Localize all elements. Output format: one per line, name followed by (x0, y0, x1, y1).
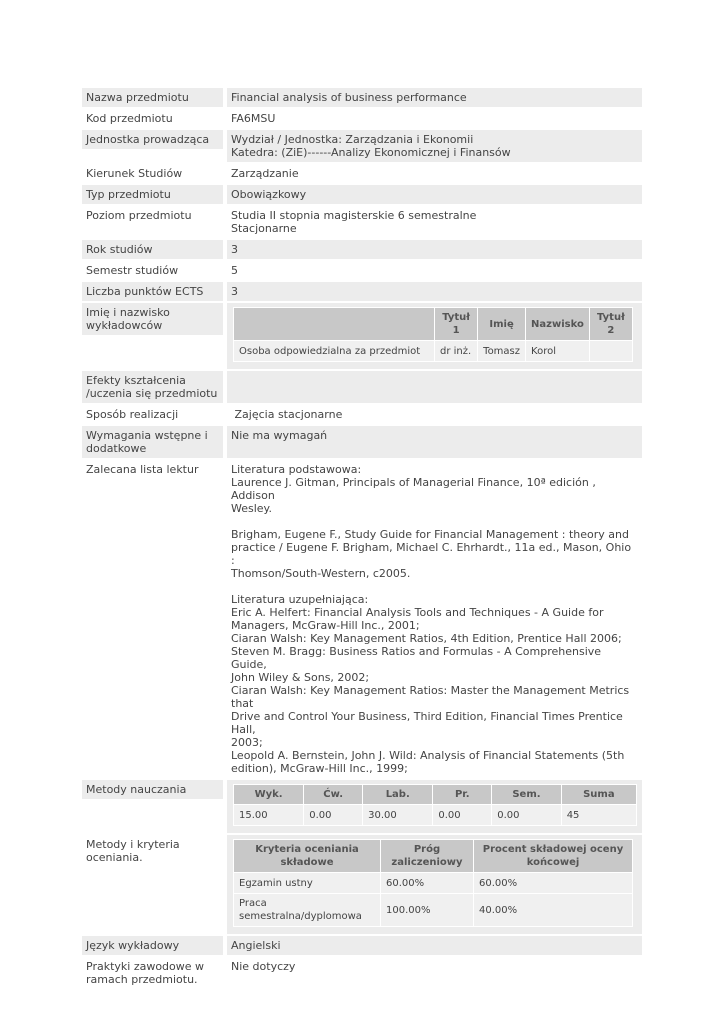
lecturers-header-row (234, 308, 633, 341)
row-literature (82, 460, 642, 778)
info-label-line: Typ przedmiotu (86, 188, 171, 201)
literature-line: Ciaran Walsh: Key Management Ratios, 4th Edition, Prentice Hall 2006; (231, 632, 622, 645)
assessment-cell: 60.00% (474, 873, 633, 894)
info-label (82, 88, 223, 107)
methods-cell: 30.00 (363, 805, 433, 826)
assessment-header-row (234, 840, 633, 873)
lecturers-label (82, 303, 223, 335)
practice-label-line: Praktyki zawodowe w (86, 960, 205, 973)
literature-line (231, 580, 638, 593)
literature-line: Eric A. Helfert: Financial Analysis Tools and Techniques - A Guide for (231, 606, 604, 619)
literature-line: Ciaran Walsh: Key Management Ratios: Master the Management Metrics that (231, 684, 633, 710)
methods-cell: 45 (561, 805, 636, 826)
literature-line: Brigham, Eugene F., Study Guide for Financial Management : theory and (231, 528, 629, 541)
info-label-line: Kod przedmiotu (86, 112, 173, 125)
info-label (82, 282, 223, 301)
row-lecturers (82, 303, 642, 369)
info-row (82, 261, 642, 280)
info-label-line: Liczba punktów ECTS (86, 285, 204, 298)
info-label (82, 164, 223, 183)
lecturers-cell: Tomasz (478, 341, 526, 362)
info-row (82, 130, 642, 162)
assessment-label-line: Metody i kryteria (86, 838, 180, 851)
info-value (227, 185, 642, 204)
info-value-line: FA6MSU (231, 112, 276, 125)
lecturers-cell: dr inż. (435, 341, 478, 362)
info-label (82, 240, 223, 259)
practice-value: Nie dotyczy (231, 960, 296, 973)
requirements-label-line: Wymagania wstępne i (86, 429, 208, 442)
row-realization (82, 405, 642, 424)
row-effects (82, 371, 642, 403)
methods-header: Lab. (363, 785, 433, 805)
info-value-line: 5 (231, 264, 238, 277)
info-row (82, 240, 642, 259)
lecturers-header: Imię (478, 308, 526, 341)
assessment-cell: Egzamin ustny (234, 873, 381, 894)
methods-label: Metody nauczania (82, 780, 223, 799)
info-label (82, 130, 223, 149)
info-row (82, 185, 642, 204)
literature-line: Wesley. (231, 502, 272, 515)
lecturers-table (233, 307, 633, 362)
row-requirements (82, 426, 642, 458)
literature-label: Zalecana lista lektur (86, 463, 199, 476)
info-value-line: Katedra: (ZiE)------Analizy Ekonomicznej i Finansów (231, 146, 511, 159)
literature-value (227, 460, 642, 778)
info-value-line: Wydział / Jednostka: Zarządzania i Ekonomii (231, 133, 474, 146)
assessment-header: Kryteria oceniania składowe (234, 840, 381, 873)
info-value-line: 3 (231, 285, 238, 298)
info-value (227, 261, 642, 280)
methods-cell: 15.00 (234, 805, 304, 826)
requirements-label (82, 426, 223, 458)
literature-line: 2003; (231, 736, 263, 749)
effects-label (82, 371, 223, 403)
methods-cell: 0.00 (433, 805, 492, 826)
literature-line: Literatura uzupełniająca: (231, 593, 369, 606)
assessment-row (234, 873, 633, 894)
info-value (227, 164, 642, 183)
assessment-value (227, 835, 642, 934)
language-value: Angielski (227, 936, 642, 955)
row-language (82, 936, 642, 955)
info-label-line: Poziom przedmiotu (86, 209, 192, 222)
literature-line: Steven M. Bragg: Business Ratios and Formulas - A Comprehensive Guide, (231, 645, 605, 671)
info-value-line: Zarządzanie (231, 167, 299, 180)
lecturers-header: Tytuł 2 (589, 308, 632, 341)
assessment-table (233, 839, 633, 927)
info-value (227, 240, 642, 259)
realization-value: Zajęcia stacjonarne (231, 408, 343, 421)
literature-line: Thomson/South-Western, c2005. (231, 567, 411, 580)
literature-line: Leopold A. Bernstein, John J. Wild: Analysis of Financial Statements (5th (231, 749, 625, 762)
practice-label-line: ramach przedmiotu. (86, 973, 198, 986)
info-label-line: Semestr studiów (86, 264, 179, 277)
requirements-label-line: dodatkowe (86, 442, 147, 455)
assessment-cell: 60.00% (381, 873, 474, 894)
assessment-cell: Praca semestralna/dyplomowa (234, 894, 381, 927)
literature-line: Managers, McGraw-Hill Inc., 2001; (231, 619, 420, 632)
info-label-line: Rok studiów (86, 243, 153, 256)
info-value (227, 88, 642, 107)
info-value-line: Studia II stopnia magisterskie 6 semestralne (231, 209, 477, 222)
info-value-line: Obowiązkowy (231, 188, 307, 201)
methods-table (233, 784, 637, 826)
lecturers-label-line: wykładowców (86, 319, 163, 332)
assessment-label (82, 835, 223, 867)
assessment-row (234, 894, 633, 927)
info-row (82, 109, 642, 128)
info-value (227, 109, 642, 128)
info-value-line: 3 (231, 243, 238, 256)
info-value-line: Financial analysis of business performance (231, 91, 467, 104)
requirements-value: Nie ma wymagań (227, 426, 642, 458)
assessment-cell: 40.00% (474, 894, 633, 927)
row-assessment (82, 835, 642, 934)
info-label (82, 261, 223, 280)
course-sheet (82, 88, 642, 991)
literature-line: Literatura podstawowa: (231, 463, 362, 476)
lecturers-header (234, 308, 435, 341)
info-value (227, 206, 642, 238)
effects-label-line: Efekty kształcenia (86, 374, 186, 387)
info-label-line: Jednostka prowadząca (86, 133, 210, 146)
info-label-line: Kierunek Studiów (86, 167, 183, 180)
assessment-header: Próg zaliczeniowy (381, 840, 474, 873)
info-row (82, 88, 642, 107)
literature-line: practice / Eugene F. Brigham, Michael C. Ehrhardt., 11a ed., Mason, Ohio : (231, 541, 635, 567)
methods-header: Ćw. (304, 785, 363, 805)
methods-cell: 0.00 (492, 805, 561, 826)
language-label: Język wykładowy (82, 936, 223, 955)
lecturers-cell: Korol (526, 341, 590, 362)
info-label (82, 206, 223, 225)
literature-line: Laurence J. Gitman, Principals of Managerial Finance, 10ª edición , Addison (231, 476, 600, 502)
info-value-line: Stacjonarne (231, 222, 297, 235)
practice-label (82, 957, 223, 989)
basic-info-rows (82, 88, 642, 301)
lecturers-value (227, 303, 642, 369)
lecturers-cell (589, 341, 632, 362)
literature-line (231, 515, 638, 528)
row-practice (82, 957, 642, 989)
lecturers-cell: Osoba odpowiedzialna za przedmiot (234, 341, 435, 362)
info-label (82, 109, 223, 128)
methods-header-row (234, 785, 637, 805)
literature-line: Drive and Control Your Business, Third Edition, Financial Times Prentice Hall, (231, 710, 627, 736)
lecturers-header: Tytuł 1 (435, 308, 478, 341)
info-row (82, 206, 642, 238)
assessment-cell: 100.00% (381, 894, 474, 927)
methods-header: Sem. (492, 785, 561, 805)
methods-header: Pr. (433, 785, 492, 805)
info-value (227, 282, 642, 301)
info-label-line: Nazwa przedmiotu (86, 91, 189, 104)
effects-value (227, 371, 642, 403)
info-row (82, 164, 642, 183)
row-methods (82, 780, 642, 833)
lecturers-row (234, 341, 633, 362)
lecturers-label-line: Imię i nazwisko (86, 306, 170, 319)
literature-line: edition), McGraw-Hill Inc., 1999; (231, 762, 408, 775)
info-row (82, 282, 642, 301)
assessment-label-line: oceniania. (86, 851, 143, 864)
methods-value (227, 780, 642, 833)
methods-cell: 0.00 (304, 805, 363, 826)
lecturers-header: Nazwisko (526, 308, 590, 341)
info-label (82, 185, 223, 204)
methods-value-row (234, 805, 637, 826)
literature-line: John Wiley & Sons, 2002; (231, 671, 370, 684)
realization-label: Sposób realizacji (86, 408, 179, 421)
methods-header: Suma (561, 785, 636, 805)
effects-label-line: /uczenia się przedmiotu (86, 387, 218, 400)
info-value (227, 130, 642, 162)
methods-header: Wyk. (234, 785, 304, 805)
assessment-header: Procent składowej oceny końcowej (474, 840, 633, 873)
